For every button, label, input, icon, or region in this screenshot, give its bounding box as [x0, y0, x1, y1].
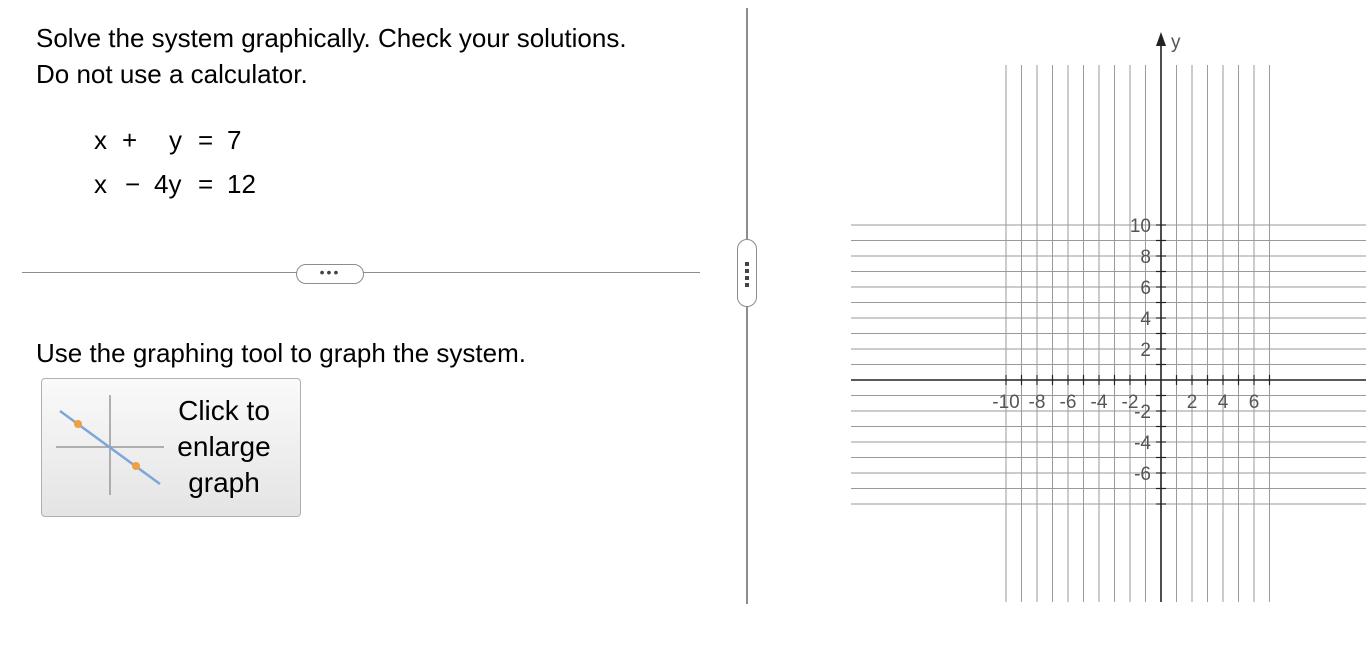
expand-ellipsis-button[interactable]: ••• [296, 264, 364, 284]
eq2-y: 4y [154, 169, 182, 199]
equation-system [94, 125, 294, 213]
x-tick-label: 6 [1248, 392, 1260, 413]
x-tick-label: -10 [992, 392, 1020, 413]
graph-axes [851, 32, 1366, 602]
graph-tick-labels [992, 32, 1259, 485]
equation-1 [94, 125, 294, 169]
y-tick-label: -2 [1134, 402, 1151, 423]
y-tick-label: 2 [1140, 340, 1151, 361]
eq1-y: y [169, 125, 182, 155]
eq1-equals: = [198, 125, 214, 155]
y-axis-arrow-icon [1156, 32, 1166, 46]
graph-grid [851, 65, 1366, 602]
graph-prompt: Use the graphing tool to graph the system. [36, 338, 526, 368]
eq2-op: − [125, 169, 141, 199]
eq2-rhs: 12 [227, 169, 256, 199]
x-tick-label: 2 [1186, 392, 1198, 413]
x-tick-label: 4 [1217, 392, 1229, 413]
x-tick-label: -8 [1028, 392, 1046, 413]
eq2-equals: = [198, 169, 214, 199]
x-tick-label: -6 [1059, 392, 1077, 413]
eq2-x: x [94, 169, 107, 199]
y-tick-label: 10 [1129, 216, 1151, 237]
eq1-op: + [122, 125, 138, 155]
equation-2 [94, 169, 294, 213]
instruction-line-2: Do not use a calculator. [36, 59, 308, 89]
y-axis-label: y [1171, 32, 1181, 53]
x-tick-label: -4 [1090, 392, 1108, 413]
y-tick-label: 8 [1140, 247, 1151, 268]
enlarge-label-line-1: Click to [178, 395, 270, 426]
graph-thumbnail-icon [54, 391, 164, 497]
enlarge-graph-button[interactable] [41, 378, 301, 517]
question-instruction [36, 20, 627, 92]
eq1-x: x [94, 125, 107, 155]
pane-resize-handle[interactable] [737, 239, 757, 307]
coordinate-graph[interactable] [770, 0, 1366, 652]
x-tick-label: -2 [1121, 392, 1139, 413]
eq1-rhs: 7 [227, 125, 242, 155]
instruction-line-1: Solve the system graphically. Check your solutions. [36, 23, 627, 53]
y-tick-label: 4 [1140, 309, 1151, 330]
enlarge-graph-label [164, 393, 284, 501]
y-tick-label: -6 [1134, 464, 1151, 485]
enlarge-label-line-3: graph [188, 467, 260, 498]
y-tick-label: -4 [1134, 433, 1151, 454]
enlarge-label-line-2: enlarge [177, 431, 271, 462]
y-tick-label: 6 [1140, 278, 1151, 299]
